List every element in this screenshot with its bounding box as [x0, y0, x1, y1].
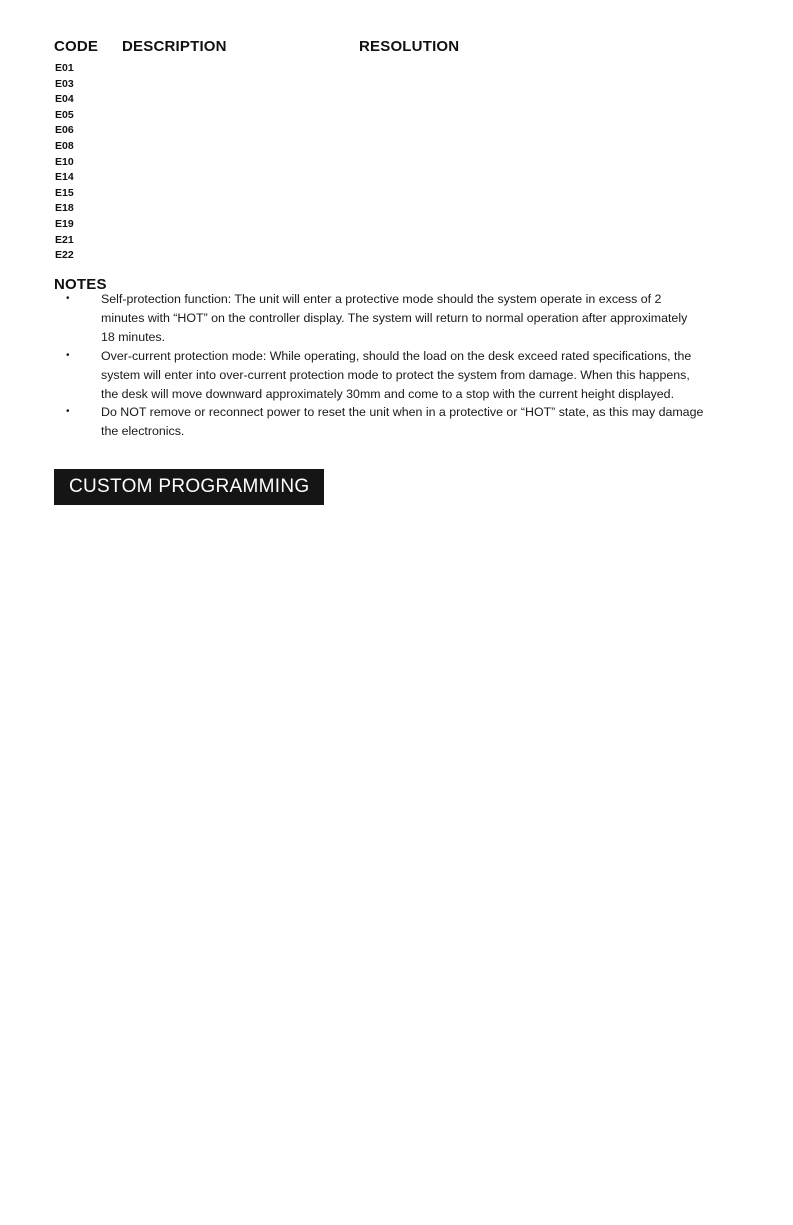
note-item	[54, 403, 704, 441]
error-code: E03	[55, 77, 74, 90]
note-item	[54, 290, 704, 347]
error-code: E06	[55, 124, 74, 137]
notes-heading: NOTES	[54, 276, 107, 293]
error-code: E08	[55, 139, 74, 152]
note-text: Self-protection function: The unit will enter a protective mode should the system operate in excess of 2 minutes with “HOT” on the controller display. The system will return to normal operation after approximately 18 minutes.	[101, 292, 688, 344]
bullet-icon: •	[66, 349, 70, 361]
note-item	[54, 347, 704, 404]
error-code: E22	[55, 249, 74, 262]
error-code: E19	[55, 217, 74, 230]
section-banner: CUSTOM PROGRAMMING	[54, 469, 324, 505]
error-code: E14	[55, 171, 74, 184]
error-code: E18	[55, 202, 74, 215]
error-code: E21	[55, 233, 74, 246]
error-code: E05	[55, 108, 74, 121]
bullet-icon: •	[66, 293, 70, 304]
note-text: Do NOT remove or reconnect power to reset the unit when in a protective or “HOT” state, as this may damage the electronics.	[101, 405, 704, 439]
error-code: E10	[55, 155, 74, 168]
error-code: E01	[55, 62, 74, 74]
error-code: E04	[55, 93, 74, 106]
bullet-icon: •	[66, 406, 70, 418]
error-code: E15	[55, 186, 74, 199]
resolution-column-header: RESOLUTION	[359, 38, 460, 55]
description-column-header: DESCRIPTION	[122, 38, 227, 55]
error-code-list	[55, 61, 74, 264]
note-text: Over-current protection mode: While operating, should the load on the desk exceed rated specifications, the system will enter into over-current protection mode to protect the system from damage. When this happens, the desk will move downward approximately 30mm and come to a stop with the current height displayed.	[101, 348, 692, 401]
notes-list	[54, 290, 704, 441]
code-column-header: CODE	[54, 38, 99, 55]
